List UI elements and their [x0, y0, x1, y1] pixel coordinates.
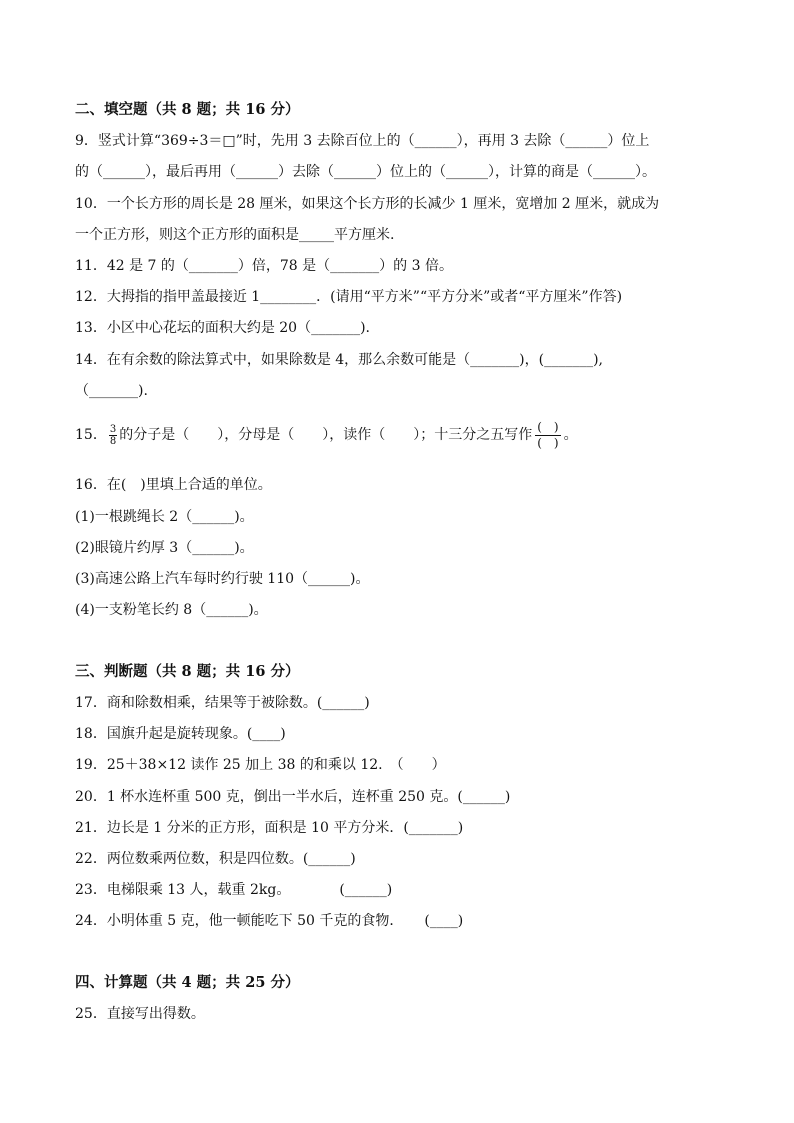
- section-title-true-false: 三、判断题（共 8 题；共 16 分）: [75, 663, 300, 680]
- question-10-line-2: 一个正方形，则这个正方形的面积是_____平方厘米.: [75, 227, 395, 243]
- question-16: 16．在( )里填上合适的单位。: [75, 477, 272, 493]
- question-24: 24．小明体重 5 克，他一顿能吃下 50 千克的食物． (____): [75, 913, 464, 929]
- question-15-number: 15．: [75, 427, 107, 443]
- question-10-line-1: 10．一个长方形的周长是 28 厘米，如果这个长方形的长减少 1 厘米，宽增加 2 厘米，就成为: [75, 196, 660, 212]
- question-23: 23．电梯限乘 13 人，载重 2kg。 (______): [75, 882, 393, 898]
- question-13: 13．小区中心花坛的面积大约是 20（_______).: [75, 320, 370, 336]
- question-15: [75, 418, 578, 452]
- question-18: 18．国旗升起是旋转现象。(____): [75, 726, 286, 742]
- question-22: 22．两位数乘两位数，积是四位数。(______): [75, 851, 356, 867]
- fraction-three-eighths: [109, 424, 117, 447]
- fraction-blank: [535, 420, 560, 451]
- fraction-blank-denominator: ( ): [537, 435, 559, 450]
- section-title-fill-in: 二、填空题（共 8 题；共 16 分）: [75, 101, 300, 118]
- question-12: 12．大拇指的指甲盖最接近 1________．(请用“平方米”“平方分米”或者“平方厘米”作答): [75, 289, 623, 305]
- question-9-line-1: 9．竖式计算“369÷3＝□”时，先用 3 去除百位上的（______），再用 3 去除（______）位上: [75, 133, 650, 149]
- question-20: 20．1 杯水连杯重 500 克，倒出一半水后，连杯重 250 克。(______): [75, 789, 511, 805]
- question-16-item-3: (3)高速公路上汽车每时约行驶 110（______)。: [75, 571, 370, 587]
- fraction-blank-numerator: ( ): [537, 419, 559, 434]
- fraction-numerator: 3: [109, 423, 117, 435]
- question-15-text: 的分子是（ ），分母是（ ），读作（ ）；十三分之五写作: [119, 427, 533, 443]
- question-21: 21．边长是 1 分米的正方形，面积是 10 平方分米．(_______): [75, 820, 464, 836]
- question-15-suffix: 。: [563, 427, 578, 443]
- question-19: 19．25＋38×12 读作 25 加上 38 的和乘以 12. （ ）: [75, 757, 446, 773]
- question-9-line-2: 的（______），最后再用（______）去除（______）位上的（______），计算的商是（______）。: [75, 164, 656, 180]
- question-16-item-1: (1)一根跳绳长 2（______)。: [75, 509, 254, 525]
- section-title-calculation: 四、计算题（共 4 题；共 25 分）: [75, 974, 300, 991]
- question-14-line-2: （_______).: [75, 383, 148, 399]
- question-14-line-1: 14．在有余数的除法算式中，如果除数是 4，那么余数可能是（_______)，(_______),: [75, 352, 604, 368]
- question-25: 25．直接写出得数。: [75, 1006, 205, 1022]
- question-16-item-2: (2)眼镜片约厚 3（______)。: [75, 540, 254, 556]
- question-11: 11．42 是 7 的（_______）倍，78 是（_______）的 3 倍。: [75, 258, 453, 274]
- question-17: 17．商和除数相乘，结果等于被除数。(______): [75, 695, 370, 711]
- fraction-denominator: 8: [109, 435, 117, 447]
- question-16-item-4: (4)一支粉笔长约 8（______)。: [75, 602, 268, 618]
